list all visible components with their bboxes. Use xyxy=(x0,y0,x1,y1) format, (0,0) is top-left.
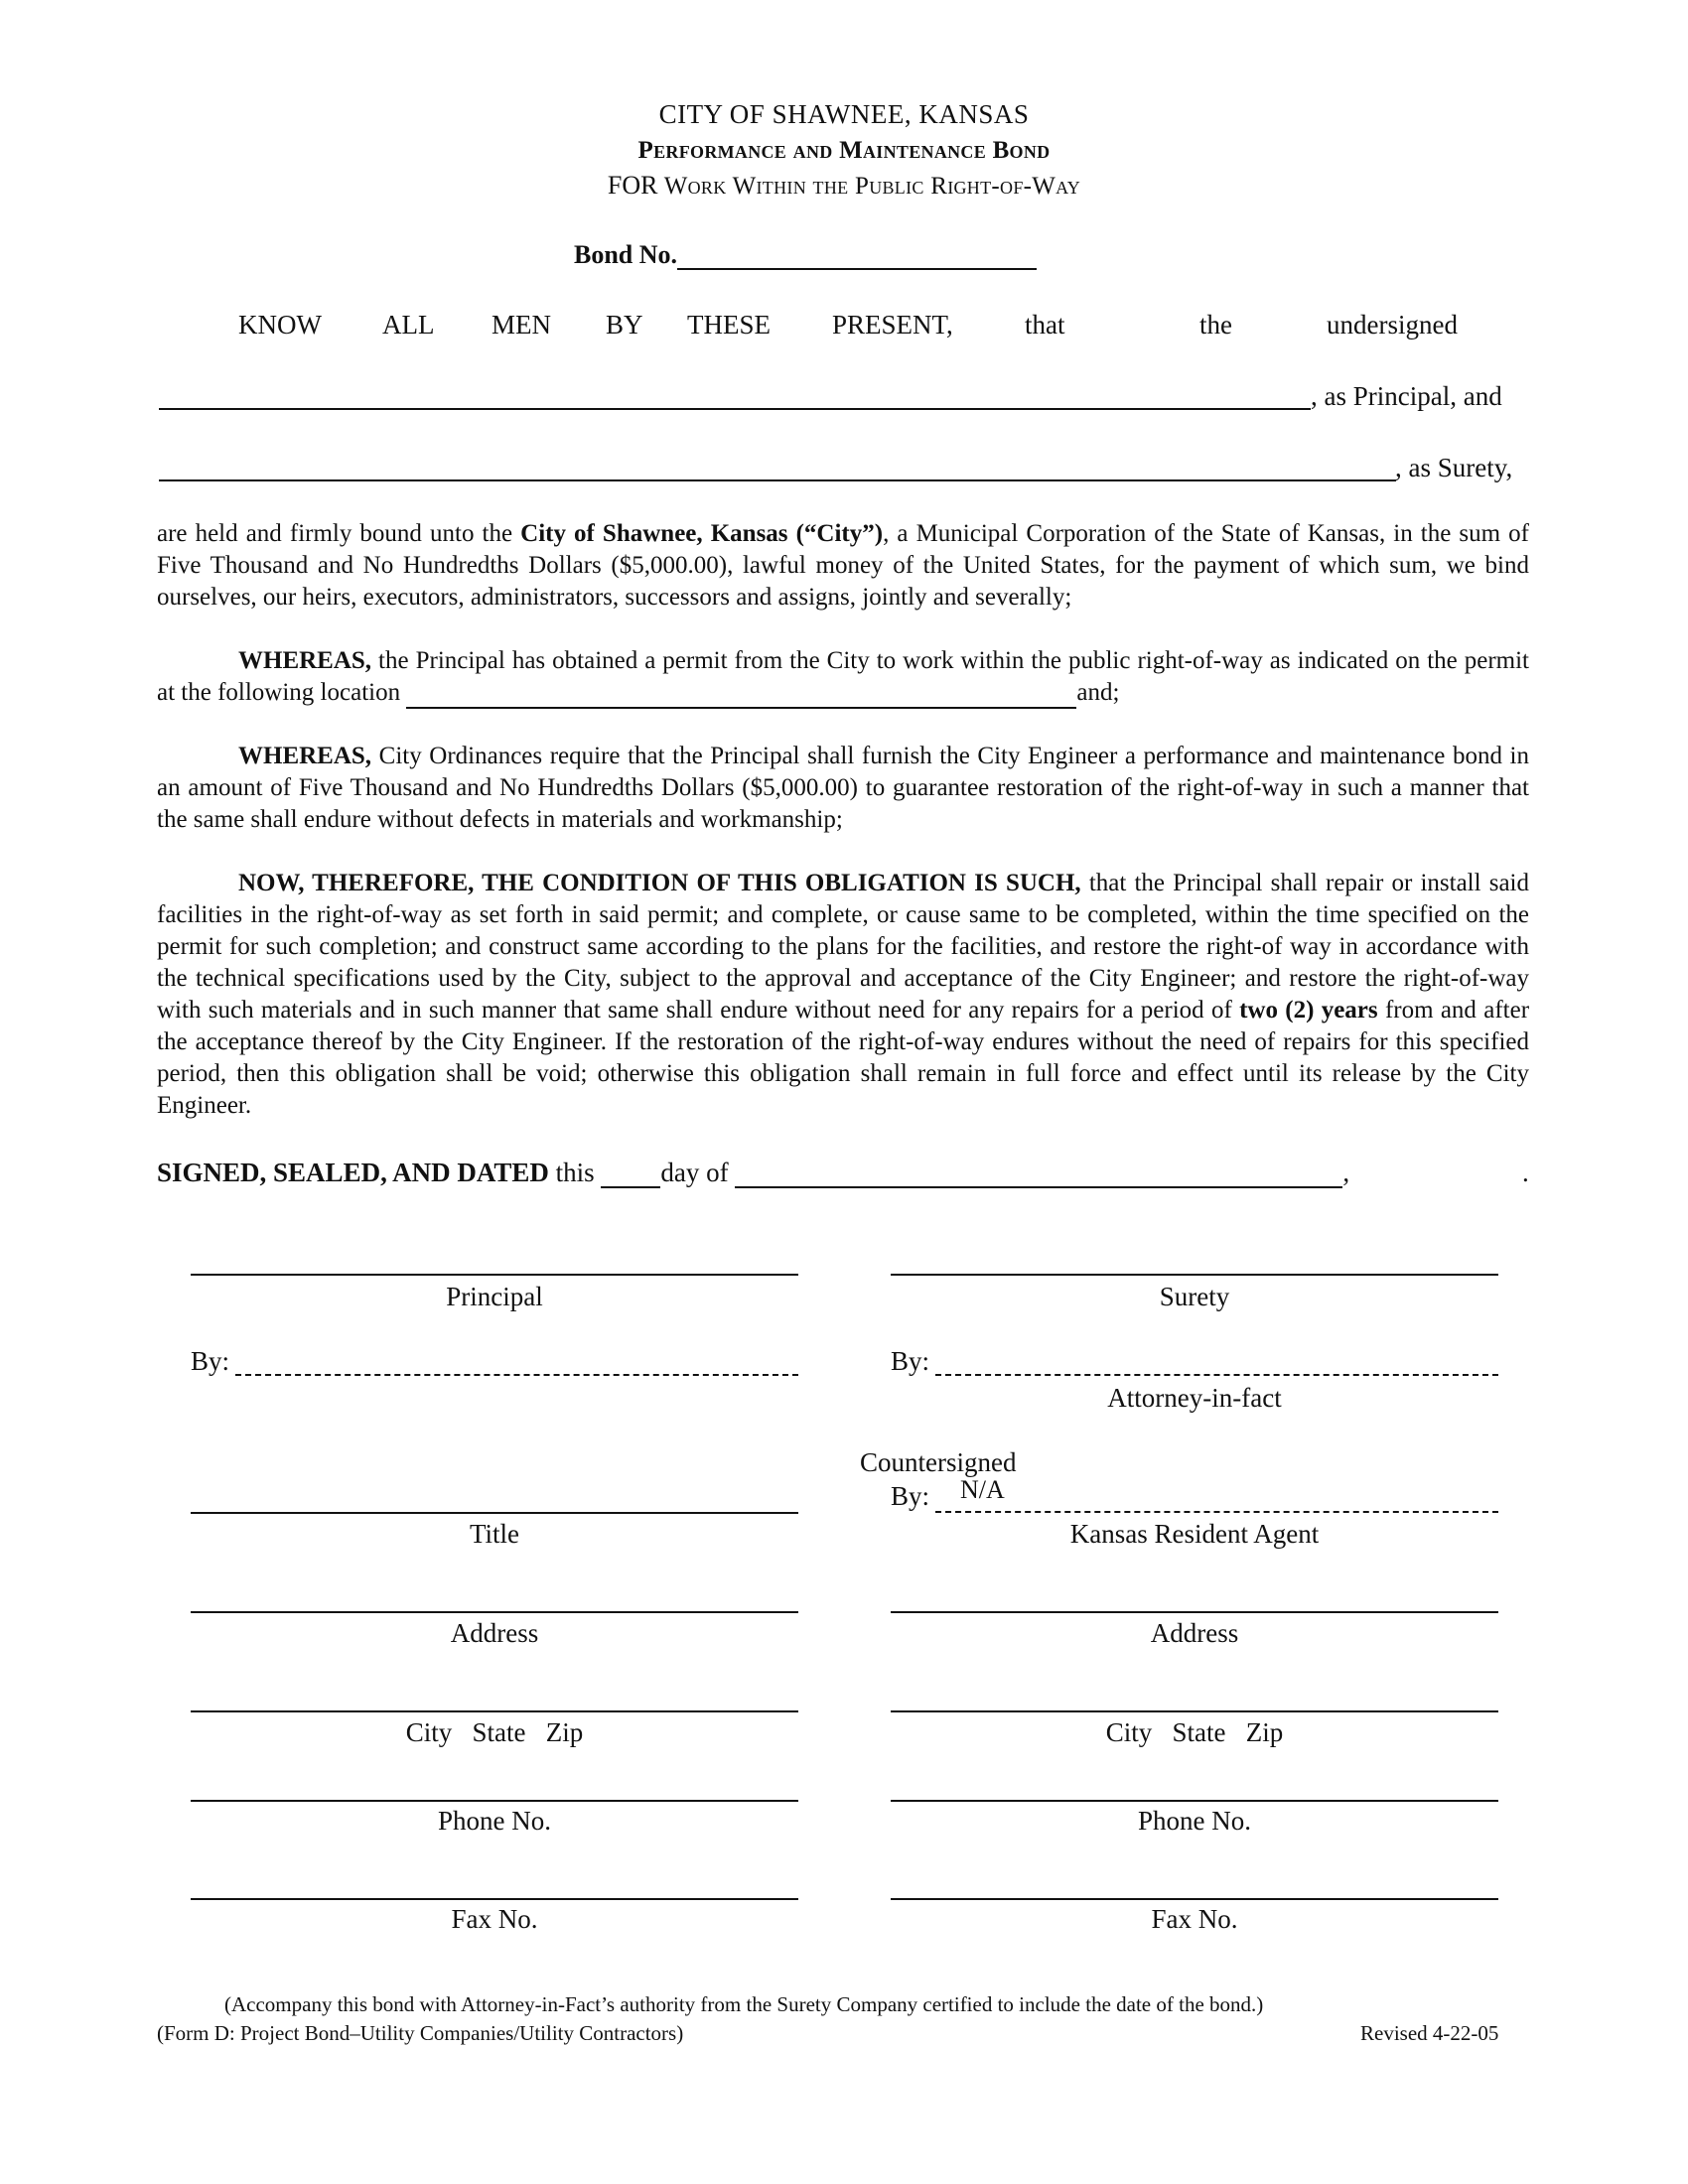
surety-city-state-zip-field[interactable] xyxy=(891,1710,1498,1712)
principal-city-state-zip-label: City State Zip xyxy=(405,1717,584,1747)
principal-signature-line[interactable] xyxy=(191,1274,798,1276)
para3-bold: WHEREAS, xyxy=(238,743,372,769)
para4-bold: NOW, THEREFORE, THE CONDITION OF THIS OBLIGATION IS SUCH, xyxy=(238,870,1081,896)
surety-by-field[interactable] xyxy=(935,1374,1498,1376)
para1-bold: City of Shawnee, Kansas (“City”) xyxy=(520,520,884,547)
bond-no xyxy=(574,240,1037,270)
signed-bold: SIGNED, SEALED, AND DATED xyxy=(157,1158,549,1187)
bond-title: Performance and Maintenance Bond xyxy=(637,137,1051,164)
title-field[interactable] xyxy=(191,1512,798,1514)
agent-by-field[interactable] xyxy=(935,1511,1498,1513)
signed-this: this xyxy=(555,1158,595,1187)
para2-end: and; xyxy=(1076,679,1120,706)
attorney-label: Attorney-in-fact xyxy=(1107,1383,1282,1413)
principal-by-field[interactable] xyxy=(235,1374,798,1376)
principal-by-label: By: xyxy=(191,1346,230,1376)
principal-city-state-zip-field[interactable] xyxy=(191,1710,798,1712)
para1-text-b: , a Municipal Corporation of the State of Kansas, in the sum of Five Thousand and No Hundredths Dollars ($5,000.00), lawful money of the United States, for the payment of which sum, we bind ourselves, our heirs, executors, administrators, successors and assigns, jointly and severally; xyxy=(157,520,1529,611)
subtitle-for: FOR xyxy=(607,171,658,200)
paragraph-whereas-ordinances xyxy=(157,741,1529,836)
surety-signature-line[interactable] xyxy=(891,1274,1498,1276)
paragraph-bound xyxy=(157,518,1529,614)
principal-phone-field[interactable] xyxy=(191,1800,798,1802)
know-word: BY xyxy=(606,310,643,340)
know-word: undersigned xyxy=(1327,310,1458,340)
para4-bold-period: two (2) years xyxy=(1239,997,1378,1024)
para1-text-a: are held and firmly bound unto the xyxy=(157,520,521,547)
surety-address-label: Address xyxy=(1150,1618,1239,1648)
bond-no-field[interactable] xyxy=(677,244,1037,270)
principal-address-label: Address xyxy=(450,1618,539,1648)
month-year-field[interactable] xyxy=(735,1164,1342,1188)
surety-label: Surety xyxy=(1159,1282,1230,1311)
para2-text: the Principal has obtained a permit from the City to work within the public right-of-way as indicated on the permit at the following location xyxy=(157,647,1529,706)
know-word: ALL xyxy=(382,310,435,340)
surety-city-state-zip-label: City State Zip xyxy=(1105,1717,1284,1747)
city-title: CITY OF SHAWNEE, KANSAS xyxy=(658,99,1030,129)
surety-fax-field[interactable] xyxy=(891,1898,1498,1900)
surety-by-label: By: xyxy=(891,1346,930,1376)
signed-period: . xyxy=(1522,1158,1529,1187)
know-word: that xyxy=(1025,310,1065,340)
agent-label: Kansas Resident Agent xyxy=(1069,1519,1320,1549)
principal-name-field[interactable] xyxy=(159,408,1311,410)
surety-phone-field[interactable] xyxy=(891,1800,1498,1802)
day-field[interactable] xyxy=(601,1164,660,1188)
know-word: PRESENT, xyxy=(832,310,953,340)
location-field[interactable] xyxy=(406,685,1076,709)
paragraph-whereas-permit xyxy=(157,645,1529,709)
know-word: the xyxy=(1199,310,1232,340)
footer-form: (Form D: Project Bond–Utility Companies/Utility Contractors) xyxy=(157,2021,684,2045)
know-word: KNOW xyxy=(238,310,322,340)
paragraph-condition xyxy=(157,868,1529,1122)
principal-address-field[interactable] xyxy=(191,1611,798,1613)
para3-text: City Ordinances require that the Principal shall furnish the City Engineer a performance and maintenance bond in an amount of Five Thousand and No Hundredths Dollars ($5,000.00) to guarantee restoration of the right-of-way in such a manner that the same shall endure without defects in materials and workmanship; xyxy=(157,743,1529,833)
countersigned-label: Countersigned xyxy=(860,1447,1017,1477)
bond-subtitle xyxy=(0,171,1688,201)
principal-phone-label: Phone No. xyxy=(438,1806,551,1836)
know-word: THESE xyxy=(687,310,771,340)
signed-day-of: day of xyxy=(660,1158,729,1187)
principal-fax-label: Fax No. xyxy=(451,1904,538,1934)
signed-sealed-dated xyxy=(157,1158,1349,1188)
footer-note: (Accompany this bond with Attorney-in-Fact’s authority from the Surety Company certified to include the date of the bond.) xyxy=(224,1992,1264,2016)
principal-fax-field[interactable] xyxy=(191,1898,798,1900)
surety-address-field[interactable] xyxy=(891,1611,1498,1613)
para4-text-a: that the Principal shall repair or install said facilities in the right-of-way as set forth in said permit; and complete, or cause same to be completed, within the time specified on the permit for such completion; and construct same according to the plans for the facilities, and restore the right-of way in accordance with the technical specifications used by the City, subject to the approval and acceptance of the City Engineer; and restore the right-of-way with such materials and in such manner that same shall endure without need for any repairs for a period of xyxy=(157,870,1529,1024)
surety-fax-label: Fax No. xyxy=(1151,1904,1238,1934)
para4-text-b: from and after the acceptance thereof by the City Engineer. If the restoration of the right-of-way endures without the need of repairs for this specified period, then this obligation shall be void; otherwise this obligation shall remain in full force and effect until its release by the City Engineer. xyxy=(157,997,1530,1119)
principal-suffix: , as Principal, and xyxy=(1311,381,1502,411)
footer-revised: Revised 4-22-05 xyxy=(1360,2021,1499,2045)
bond-no-label: Bond No. xyxy=(574,240,678,269)
subtitle-rest: Work Within the Public Right-of-Way xyxy=(663,173,1081,200)
signed-comma: , xyxy=(1342,1158,1350,1187)
surety-name-field[interactable] xyxy=(159,479,1396,481)
principal-label: Principal xyxy=(446,1282,543,1311)
know-word: MEN xyxy=(492,310,551,340)
surety-phone-label: Phone No. xyxy=(1138,1806,1251,1836)
para2-bold: WHEREAS, xyxy=(238,647,372,674)
agent-by-label: By: xyxy=(891,1481,930,1511)
surety-suffix: , as Surety, xyxy=(1395,453,1513,482)
agent-na-value: N/A xyxy=(960,1475,1005,1504)
title-label: Title xyxy=(469,1519,520,1549)
